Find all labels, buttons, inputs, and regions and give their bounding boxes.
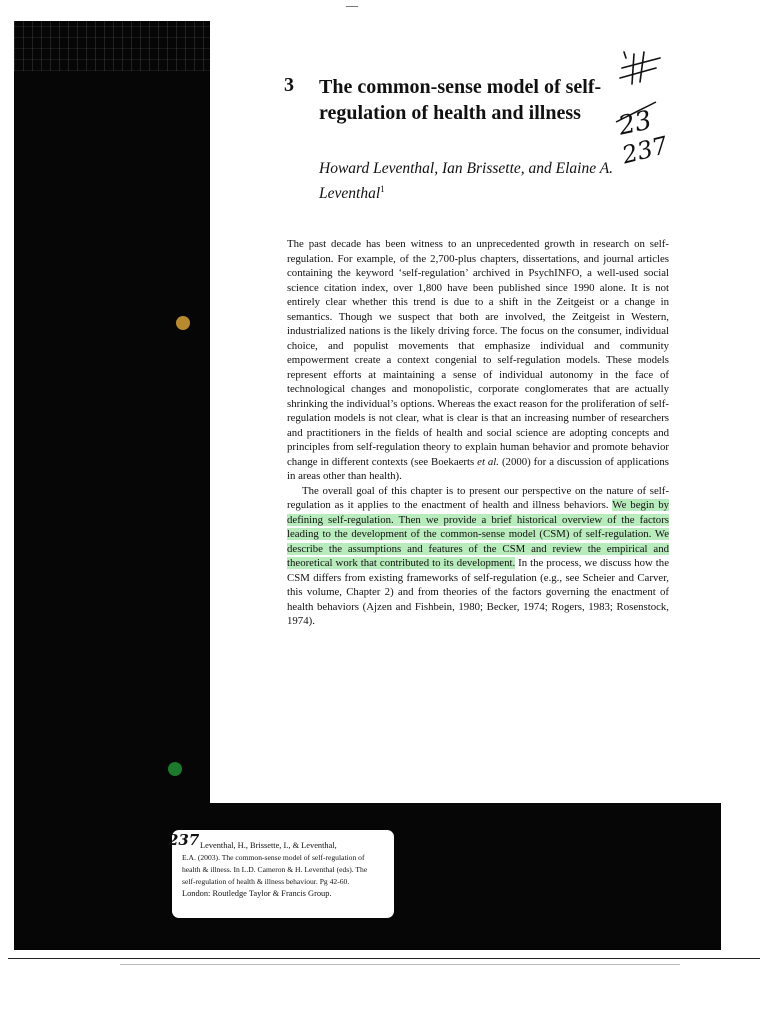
page-bottom-rule-faint	[120, 964, 680, 965]
handwritten-number: 237	[619, 131, 671, 170]
chapter-authors	[319, 158, 619, 204]
paragraph-2	[287, 484, 669, 629]
citation-text	[182, 840, 390, 900]
chapter-title: The common-sense model of self-regulation of health and illness	[319, 76, 602, 124]
highlighted-passage: We begin by defining self-regulation. Then we provide a brief historical overview of the factors leading to the development of the common-sense model (CSM) of self-regulation. We describe the assumptions and features of the CSM and review the empirical and theoretical work that contributed to its development.	[287, 499, 669, 569]
citation-line-3: health & illness. In L.D. Cameron & H. Leventhal (eds). The	[182, 865, 368, 874]
paragraph-2-end: In the process, we discuss how the CSM differs from existing frameworks of self-regulation (e.g., see Scheier and Carver, this volume, Chapter 2) and from theories of the factors governing the enactment of health behaviors (Ajzen and Fishbein, 1980; Becker, 1974; Rogers, 1983; Rosenstock, 1974).	[287, 557, 669, 627]
author-footnote-marker: 1	[380, 184, 385, 194]
paragraph-1-end: (2000) for a discussion of applications in areas other than health).	[287, 455, 669, 482]
page-bottom-rule	[8, 958, 760, 959]
chapter-number: 3	[284, 74, 294, 96]
label-hand-number: 237	[168, 831, 200, 848]
paragraph-2-start: The overall goal of this chapter is to present our perspective on the nature of self-regulation as it applies to the enactment of health and illness behaviors.	[287, 484, 669, 511]
orange-dot-marker	[176, 316, 190, 330]
citation-line-2: E.A. (2003). The common-sense model of self-regulation of	[182, 853, 365, 862]
paragraph-1-text: The past decade has been witness to an unprecedented growth in research on self-regulation. For example, of the 2,700-plus chapters, dissertations, and journal articles containing the keyword ‘self-regulation’ archived in PsychINFO, a well-used social science citation index, over 1,800 have been published since 1990 alone. It is not entirely clear whether this trend is due to a shift in the Zeitgeist or a change in semantics. Though we suspect that both are involved, the Zeitgeist in Western, industrialized nations is the likely driving force. The focus on the consumer, individual choice, and populist movements that emphasize individual and community empowerment create a context congenial to self-regulation models. These models represent efforts at maintaining a sense of individual autonomy in the face of technological changes and monopolistic, corporate conglomerates that are actually shrinking the individual’s options. Whereas the exact reason for the proliferation of self-regulation models is not clear, what is clear is that an increasing number of researchers and practitioners in the fields of health and social science are adopting concepts and principles from self-regulation theory to explain human behavior and promote behavior change in different contexts (see Boekaerts	[287, 238, 669, 468]
green-dot-marker	[168, 762, 182, 776]
citation-line-4: self-regulation of health & illness behaviour. Pg 42-60.	[182, 877, 350, 886]
scan-mark	[346, 6, 358, 7]
handwritten-page-number	[612, 50, 692, 170]
paragraph-1	[287, 237, 669, 484]
scan-noise	[14, 21, 214, 71]
chapter-body	[287, 237, 669, 629]
paragraph-1-etal: et al.	[477, 455, 499, 468]
handwritten-label-number	[166, 826, 206, 848]
handwritten-number-crossed: 23	[615, 105, 655, 142]
author-names: Howard Leventhal, Ian Brissette, and Elaine A. Leventhal	[319, 160, 614, 203]
citation-line-5: London: Routledge Taylor & Francis Group.	[182, 889, 332, 898]
citation-line-1: Leventhal, H., Brissette, I., & Leventhal,	[200, 841, 337, 850]
